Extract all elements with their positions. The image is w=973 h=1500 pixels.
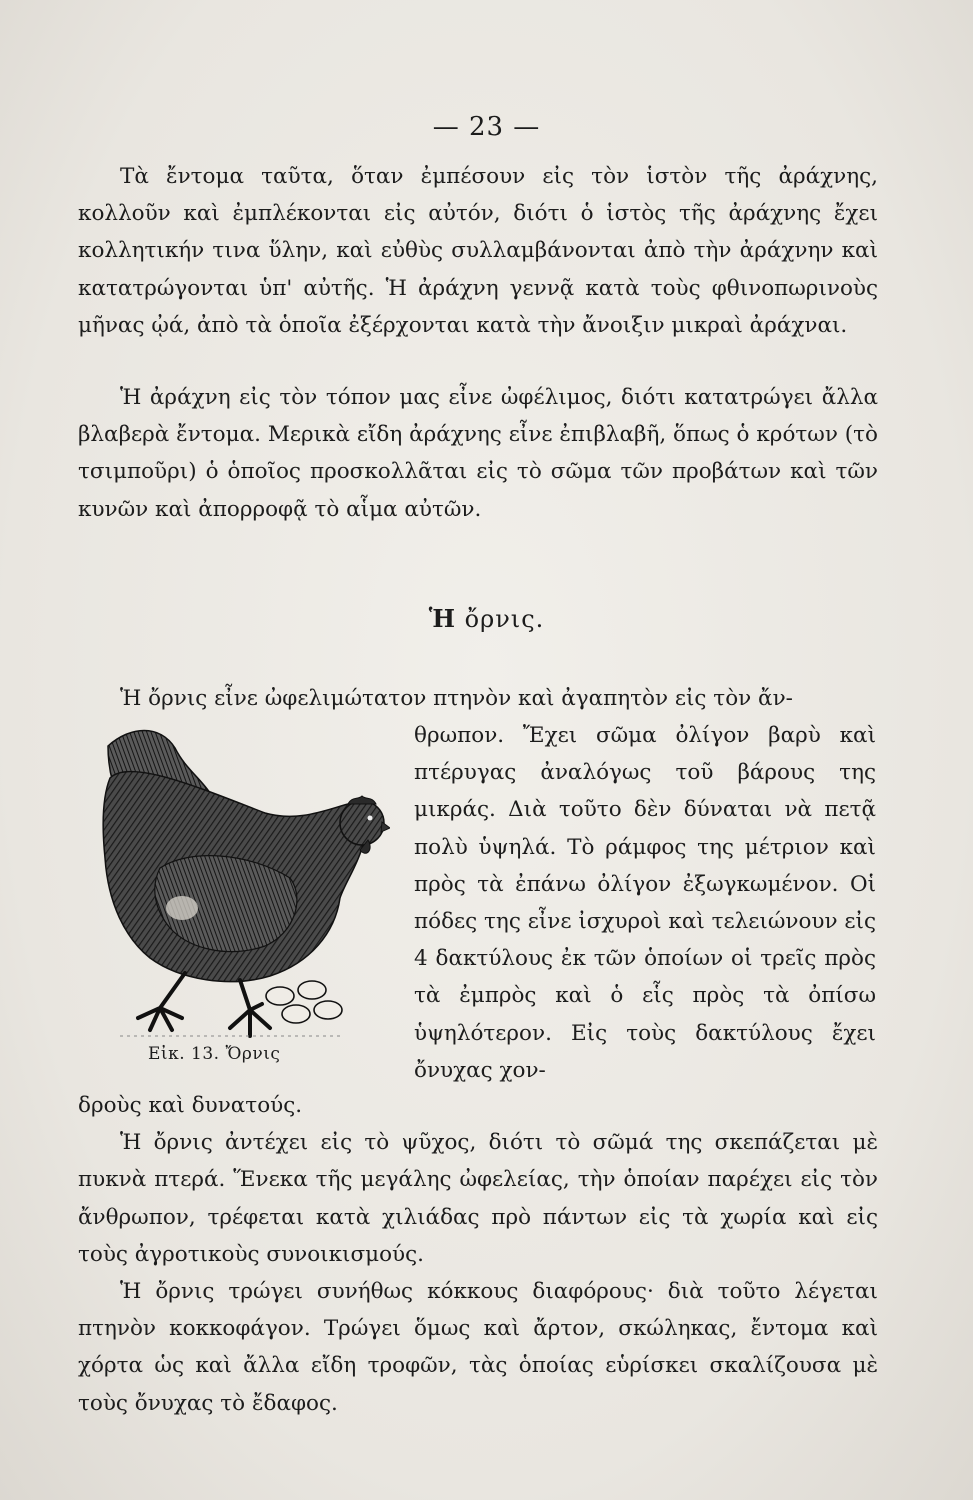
egg [282, 1005, 310, 1023]
paragraph-insects-text: Τὰ ἔντομα ταῦτα, ὅταν ἐμπέσουν εἰς τὸν ἱστὸν τῆς ἀράχνης, κολλοῦν καὶ ἐμπλέκονται εἰς αὐτόν, διότι ὁ ἱστὸς τῆς ἀράχνης ἔχει κολλητικήν τινα ὕλην, καὶ εὐθὺς συλλαμβάνονται ἀπὸ τὴν ἀράχνην καὶ κατατρώγονται ὑπ' αὐτῆς. Ἡ ἀράχνη γεννᾷ κατὰ τοὺς φθινοπωρινοὺς μῆνας ᾠά, ἀπὸ τὰ ὁποῖα ἐξέρχονται κατὰ τὴν ἄνοιξιν μικραὶ ἀράχναι. [78, 164, 878, 338]
egg [298, 981, 326, 999]
hen-illustration [90, 718, 390, 1048]
section-title-initial: Ἡ [428, 604, 456, 633]
hen-claws-line: δροὺς καὶ δυνατούς. [78, 1093, 303, 1118]
figure-caption: Εἰκ. 13. Ὄρνις [148, 1044, 281, 1064]
hen-description-text: θρωπον. Ἔχει σῶμα ὀλίγον βαρὺ καὶ πτέρυγας ἀναλόγως τοῦ βάρους της μικράς. Διὰ τοῦτο δὲν δύναται νὰ πετᾷ πολὺ ὑψηλά. Τὸ ράμφος της μέτριον καὶ πρὸς τὰ ἐπάνω ὀλίγον ἐξωγκωμένον. Οἱ πόδες της εἶνε ἰσχυροὶ καὶ τελειώνουν εἰς 4 δακτύλους ἐκ τῶν ὁποίων οἱ τρεῖς πρὸς τὰ ἐμπρὸς καὶ ὁ εἷς πρὸς τὰ ὀπίσω ὑψηλότερον. Εἰς τοὺς δακτύλους ἔχει ὄνυχας χον- [414, 723, 876, 1083]
paragraph-hen-food: Ἡ ὄρνις τρώγει συνήθως κόκκους διαφόρους· διὰ τοῦτο λέγεται πτηνὸν κοκκοφάγον. Τρώγει ὅμως καὶ ἄρτον, σκώληκας, ἔντομα καὶ χόρτα ὡς καὶ ἄλλα εἴδη τροφῶν, τὰς ὁποίας εὑρίσκει σκαλίζουσα μὲ τοὺς ὄνυχας τὸ ἔδαφος. [78, 1279, 878, 1416]
paragraph-spider-useful-text: Ἡ ἀράχνη εἰς τὸν τόπον μας εἶνε ὠφέλιμος, διότι κατατρώγει ἄλλα βλαβερὰ ἔντομα. Μερικὰ εἴδη ἀράχνης εἶνε ἐπιβλαβῆ, ὅπως ὁ κρότων (τὸ τσιμποῦρι) ὁ ὁποῖος προσκολλᾶται εἰς τὸ σῶμα τῶν προβάτων καὶ τῶν κυνῶν καὶ ἀπορροφᾷ τὸ αἷμα αὐτῶν. [78, 385, 878, 522]
hen-description-column [414, 717, 876, 1089]
section-title-hen [0, 604, 973, 633]
hen-leg-left [138, 973, 185, 1030]
egg [314, 1001, 342, 1019]
hen-continued-text [78, 1087, 878, 1422]
eggs [266, 981, 342, 1023]
hen-leg-right [230, 980, 270, 1036]
page-number: — 23 — [432, 112, 541, 142]
hen-beak [381, 822, 390, 832]
hen-intro-line: Ἡ ὄρνις εἶνε ὠφελιμώτατον πτηνὸν καὶ ἀγαπητὸν εἰς τὸν ἄν- [120, 686, 793, 711]
hen-comb [348, 796, 376, 804]
paragraph-insects [78, 158, 878, 344]
egg [266, 987, 294, 1005]
section-title-rest: ὄρνις. [456, 605, 545, 633]
hen-figure [90, 718, 390, 1048]
paragraph-spider-useful [78, 379, 878, 528]
hen-head [340, 801, 384, 845]
paragraph-hen-cold: Ἡ ὄρνις ἀντέχει εἰς τὸ ψῦχος, διότι τὸ σῶμά της σκεπάζεται μὲ πυκνὰ πτερά. Ἕνεκα τῆς μεγάλης ὠφελείας, τὴν ὁποίαν παρέχει εἰς τὸν ἄνθρωπον, τρέφεται κατὰ χιλιάδας πρὸ πάντων εἰς τὰ χωρία καὶ εἰς τοὺς ἀγροτικοὺς συνοικισμούς. [78, 1130, 878, 1267]
